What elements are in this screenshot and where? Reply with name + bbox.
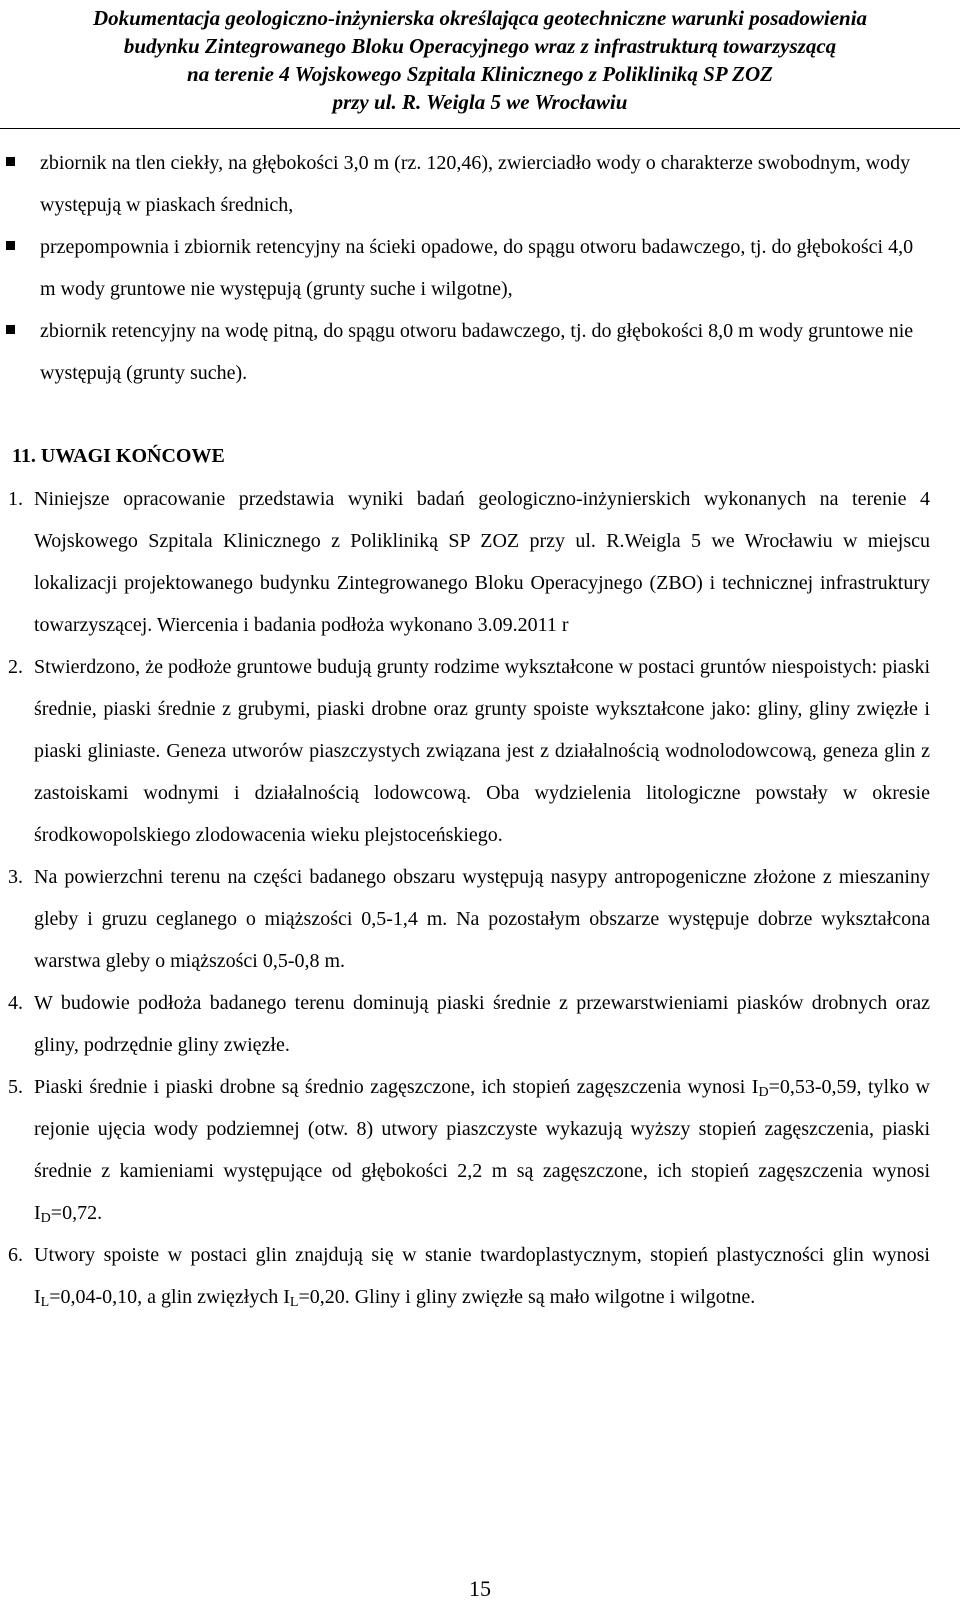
text-run: Utwory spoiste w postaci glin znajdują się w stanie twardoplastycznym, stopień plastyczności glin wynosi I — [34, 1244, 930, 1308]
list-item-text: zbiornik na tlen ciekły, na głębokości 3,0 m (rz. 120,46), zwierciadło wody o charakterze swobodnym, wody występują w piaskach średnich, — [40, 152, 911, 216]
paragraph-text: Stwierdzono, że podłoże gruntowe budują grunty rodzime wykształcone w postaci gruntów niespoistych: piaski średnie, piaski średnie z grubymi, piaski drobne oraz grunty spoiste wykształcone jako: gliny, gliny zwięzłe i piaski gliniaste. Geneza utworów piaszczystych związana jest z działalnością wodnolodowcową, geneza glin z zastoiskami wodnymi i działalnością lodowcową. Oba wydzielenia litologiczne powstały w okresie środkowopolskiego zlodowacenia wieku plejstoceńskiego. — [34, 656, 930, 846]
subscript: D — [40, 1211, 51, 1226]
paragraph-text: Niniejsze opracowanie przedstawia wyniki badań geologiczno-inżynierskich wykonanych na terenie 4 Wojskowego Szpitala Klinicznego z Polikliniką SP ZOZ przy ul. R.Weigla 5 we Wrocławiu w miejscu lokalizacji projektowanego budynku Zintegrowanego Bloku Operacyjnego (ZBO) i technicznej infrastruktury towarzyszącej. Wiercenia i badania podłoża wykonano 3.09.2011 r — [34, 488, 930, 636]
item-number: 1. — [8, 488, 23, 510]
page-number: 15 — [469, 1576, 491, 1601]
item-number: 6. — [8, 1244, 23, 1266]
header-line: budynku Zintegrowanego Bloku Operacyjnego wraz z infrastrukturą towarzyszącą — [123, 34, 837, 58]
list-item — [0, 1234, 960, 1318]
bullet-list — [0, 142, 960, 394]
subscript: L — [40, 1295, 50, 1310]
header-line: przy ul. R. Weigla 5 we Wrocławiu — [332, 90, 628, 114]
list-item — [0, 226, 960, 310]
subscript: D — [758, 1085, 769, 1100]
item-number: 5. — [8, 1076, 23, 1098]
list-item — [0, 310, 960, 394]
list-item — [0, 142, 960, 226]
paragraph-text: Na powierzchni terenu na części badanego obszaru występują nasypy antropogeniczne złożone z mieszaniny gleby i gruzu ceglanego o miąższości 0,5-1,4 m. Na pozostałym obszarze występuje dobrze wykształcona warstwa gleby o miąższości 0,5-0,8 m. — [34, 866, 930, 972]
text-run: =0,53-0,59, tylko w rejonie ujęcia wody podziemnej (otw. 8) utwory piaszczyste wykazują wyższy stopień zagęszczenia, piaski średnie z kamieniami występujące od głębokości 2,2 m są zagęszczone, ich stopień zagęszczenia wynosi I — [34, 1076, 931, 1224]
subscript: L — [289, 1295, 299, 1310]
text-run: =0,20. Gliny i gliny zwięzłe są mało wilgotne i wilgotne. — [298, 1286, 756, 1308]
list-item — [0, 646, 960, 856]
square-bullet-icon — [6, 325, 15, 334]
paragraph-text — [34, 1244, 930, 1308]
square-bullet-icon — [6, 241, 15, 250]
paragraph-text: W budowie podłoża badanego terenu dominują piaski średnie z przewarstwieniami piasków drobnych oraz gliny, podrzędnie gliny zwięzłe. — [34, 992, 930, 1056]
list-item-text: zbiornik retencyjny na wodę pitną, do spągu otworu badawczego, tj. do głębokości 8,0 m wody gruntowe nie występują (grunty suche). — [40, 320, 914, 384]
item-number: 3. — [8, 866, 23, 888]
list-item — [0, 1066, 960, 1234]
header-line: na terenie 4 Wojskowego Szpitala Klinicznego z Polikliniką SP ZOZ — [187, 62, 773, 86]
header-rule — [0, 128, 960, 129]
paragraph-text — [34, 1076, 930, 1224]
text-run: =0,04-0,10, a glin zwięzłych I — [49, 1286, 290, 1308]
text-run: Piaski średnie i piaski drobne są średnio zagęszczone, ich stopień zagęszczenia wynosi I — [34, 1076, 759, 1098]
text-run: =0,72. — [50, 1202, 103, 1224]
page-header — [0, 0, 960, 116]
list-item — [0, 478, 960, 646]
list-item — [0, 856, 960, 982]
item-number: 2. — [8, 656, 23, 678]
header-line: Dokumentacja geologiczno-inżynierska określająca geotechniczne warunki posadowienia — [92, 6, 868, 30]
numbered-list — [0, 478, 960, 1318]
item-number: 4. — [8, 992, 23, 1014]
section-heading: 11. UWAGI KOŃCOWE — [12, 445, 225, 467]
list-item-text: przepompownia i zbiornik retencyjny na ścieki opadowe, do spągu otworu badawczego, tj. do głębokości 4,0 m wody gruntowe nie występują (grunty suche i wilgotne), — [40, 236, 914, 300]
square-bullet-icon — [6, 157, 15, 166]
list-item — [0, 982, 960, 1066]
